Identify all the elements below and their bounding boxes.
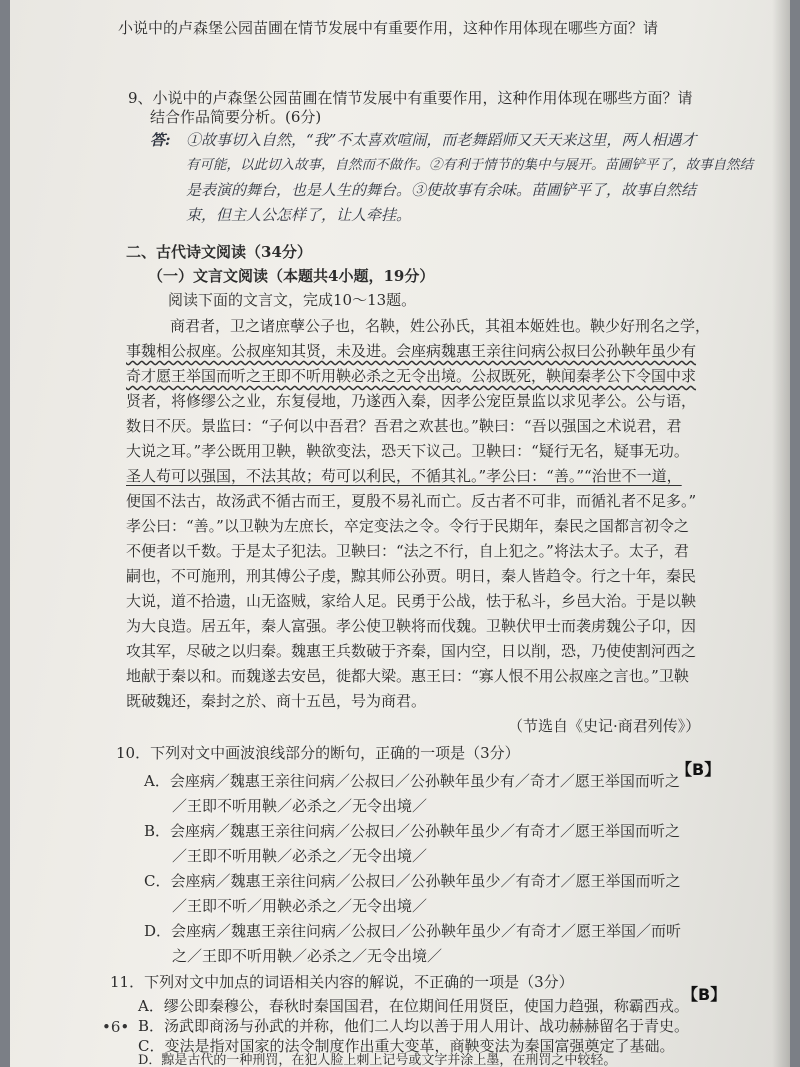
q9-handwritten-line: 有可能，以此切入故事，自然而不做作。②有利于情节的集中与展开。苗圃铲平了，故事自然结 (186, 157, 753, 173)
q11-option-a: A．缪公即秦穆公，春秋时秦国国君，在位期间任用贤臣，使国力趋强，称霸西戎。 (138, 997, 689, 1015)
passage-line: 嗣也，不可施刑，刑其傅公子虔，黥其师公孙贾。明日，秦人皆趋令。行之十年，秦民 (126, 567, 697, 585)
passage-line: 数日不厌。景监曰：“子何以中吾君？吾君之欢甚也。”鞅曰：“吾以强国之术说君，君 (126, 417, 682, 435)
passage-line: 孝公曰：“善。”以卫鞅为左庶长，卒定变法之令。令行于民期年，秦民之国都言初令之 (126, 517, 689, 535)
q9-handwritten-line: ①故事切入自然，“我”不太喜欢喧闹，而老舞蹈师又天天来这里，两人相遇才 (186, 131, 697, 149)
q9-stem-line2: 结合作品简要分析。(6分) (150, 108, 322, 126)
passage-line: 攻其军，尽破之以归秦。魏惠王兵数破于齐秦，国内空，日以削，恐，乃使使割河西之 (126, 642, 697, 660)
q11-option-d: D．黥是古代的一种刑罚，在犯人脸上刺上记号或文字并涂上墨，在刑罚之中较轻。 (138, 1053, 617, 1067)
passage-line: 大说，道不拾遗，山无盗贼，家给人足。民勇于公战，怯于私斗，乡邑大治。于是以鞅 (126, 592, 697, 610)
q9-stem-line1: 9、小说中的卢森堡公园苗圃在情节发展中有重要作用，这种作用体现在哪些方面？请 (128, 89, 693, 107)
page-edge-shadow (772, 0, 790, 1067)
q10-stem: 10．下列对文中画波浪线部分的断句，正确的一项是（3分） (116, 744, 520, 762)
exam-page (10, 0, 790, 1067)
passage-line: 奇才愿王举国而听之王即不听用鞅必杀之无令出境。公叔既死，鞅闻秦孝公下令国中求 (126, 367, 697, 385)
passage-line: 便国不法古，故汤武不循古而王，夏殷不易礼而亡。反古者不可非，而循礼者不足多。” (126, 492, 697, 510)
passage-line: 为大良造。居五年，秦人富强。孝公使卫鞅将而伐魏。卫鞅伏甲士而袭虏魏公子卬，因 (126, 617, 697, 635)
passage-line: 商君者，卫之诸庶孽公子也，名鞅，姓公孙氏，其祖本姬姓也。鞅少好刑名之学， (170, 317, 711, 335)
passage-line: 大说之耳。”孝公既用卫鞅，鞅欲变法，恐天下议己。卫鞅曰：“疑行无名，疑事无功。 (126, 442, 689, 460)
q8-tail-line: 小说中的卢森堡公园苗圃在情节发展中有重要作用，这种作用体现在哪些方面？请 (118, 19, 659, 37)
q10-option-a: A．会座病／魏惠王亲往问病／公叔曰／公孙鞅年虽少有／奇才／愿王举国而听之 (144, 772, 680, 790)
q10-option-c: C．会座病／魏惠王亲往问病／公叔曰／公孙鞅年虽少／有奇才／愿王举国而听之 (144, 872, 681, 890)
subsection-title: （一）文言文阅读（本题共4小题，19分） (148, 267, 435, 285)
q9-answer-label: 答: (150, 131, 171, 149)
reading-instruction: 阅读下面的文言文，完成10～13题。 (168, 291, 417, 309)
q11-stem: 11．下列对文中加点的词语相关内容的解说，不正确的一项是（3分） (110, 973, 574, 991)
passage-line: 事魏相公叔座。公叔座知其贤，未及进。会座病魏惠王亲往问病公叔曰公孙鞅年虽少有 (126, 342, 697, 360)
q10-option-d: D．会座病／魏惠王亲往问病／公叔曰／公孙鞅年虽少／有奇才／愿王举国／而听 (144, 922, 682, 940)
passage-line: 地献于秦以和。而魏遂去安邑，徙都大梁。惠王曰：“寡人恨不用公叔座之言也。”卫鞅 (126, 667, 689, 685)
q9-handwritten-line: 是表演的舞台，也是人生的舞台。③使故事有余味。苗圃铲平了，故事自然结 (186, 181, 697, 199)
passage-line: 既破魏还，秦封之於、商十五邑，号为商君。 (126, 692, 427, 710)
section-title: 二、古代诗文阅读（34分） (126, 243, 312, 261)
q10-option-c-cont: ／王即不听／用鞅必杀之／无令出境／ (172, 897, 428, 915)
q11-answer: 【B】 (682, 985, 727, 1004)
passage-line: 圣人苟可以强国，不法其故；苟可以利民，不循其礼。”孝公曰：“善。”“治世不一道， (126, 467, 682, 485)
passage-source: （节选自《史记·商君列传》） (508, 717, 701, 735)
q10-option-a-cont: ／王即不听用鞅／必杀之／无令出境／ (172, 797, 428, 815)
q10-option-b: B．会座病／魏惠王亲往问病／公叔曰／公孙鞅年虽少／有奇才／愿王举国而听之 (144, 822, 681, 840)
q9-handwritten-line: 束，但主人公怎样了，让人牵挂。 (186, 206, 412, 224)
passage-line: 不便者以千数。于是太子犯法。卫鞅曰：“法之不行，自上犯之。”将法太子。太子，君 (126, 542, 689, 560)
q11-option-b: B．汤武即商汤与孙武的并称，他们二人均以善于用人用计、战功赫赫留名于青史。 (138, 1017, 690, 1035)
page-number: •6• (102, 1018, 130, 1036)
passage-line: 贤者，将修缪公之业，东复侵地，乃遂西入秦，因孝公宠臣景监以求见孝公。公与语， (126, 392, 697, 410)
q10-option-b-cont: ／王即不听用鞅／必杀之／无令出境／ (172, 847, 428, 865)
q10-option-d-cont: 之／王即不听用鞅／必杀之／无令出境／ (172, 947, 443, 965)
q10-answer: 【B】 (676, 760, 721, 779)
q11-option-c: C．变法是指对国家的法令制度作出重大变革，商鞅变法为秦国富强奠定了基础。 (138, 1037, 675, 1055)
